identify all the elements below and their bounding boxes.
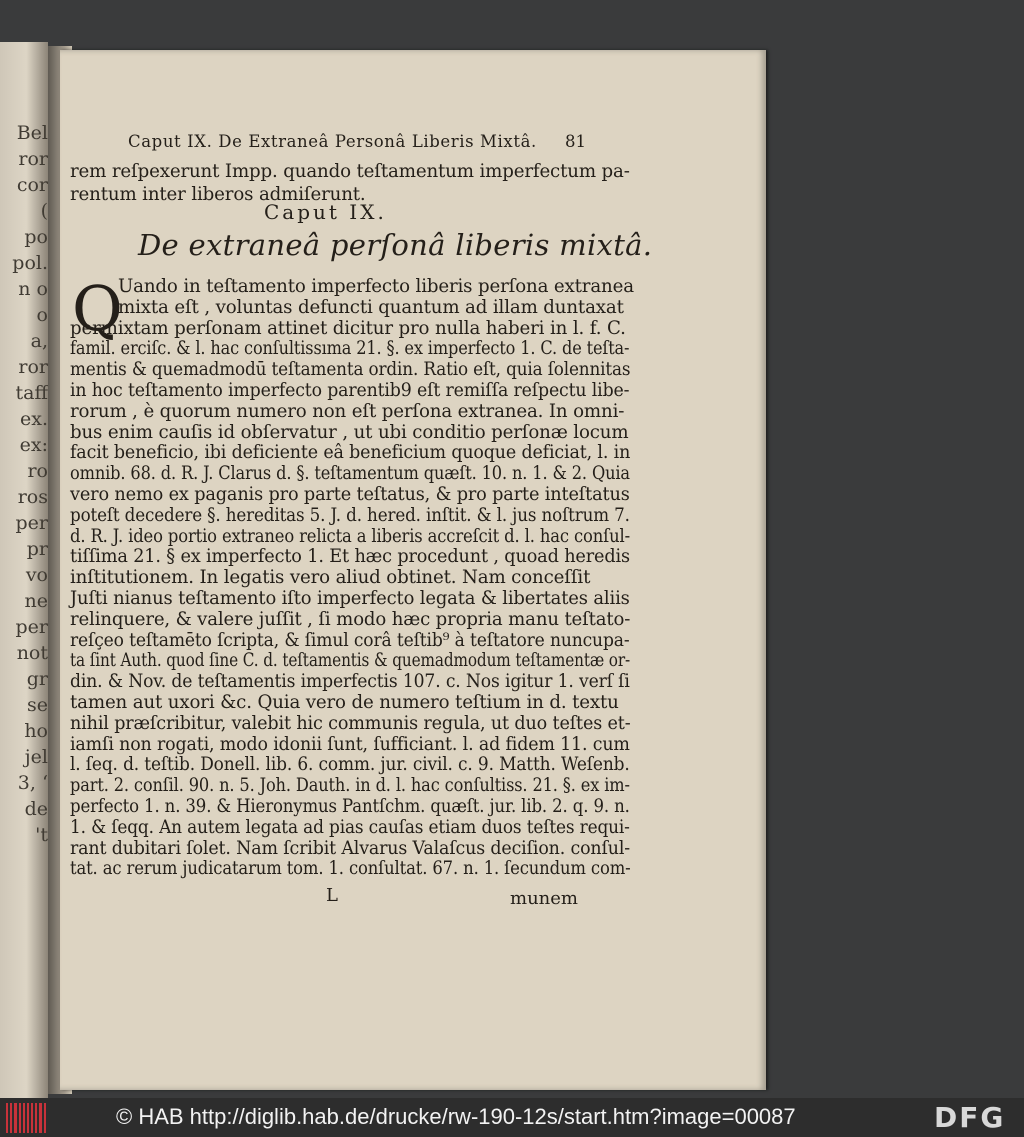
text-line: iamſi non rogati, modo idonii ſunt, ſufficiant. l. ad fidem 11. cum — [70, 733, 630, 755]
left-page-fragment: ex: — [19, 434, 48, 456]
text-line: l. ſeq. d. teſtib. Donell. lib. 6. comm. jur. civil. c. 9. Matth. Weſenb. — [70, 754, 630, 776]
left-page-fragment: o — [36, 304, 48, 326]
left-page-fragment: ne — [24, 590, 48, 612]
left-page-fragment: per — [15, 616, 48, 638]
left-page-fragment: 't — [35, 824, 48, 846]
text-line: inſtitutionem. In legatis vero aliud obtinet. Nam conceſſit — [70, 567, 591, 589]
left-page-fragment: ex. — [20, 408, 48, 430]
text-line: mentis & quemadmodū teſtamenta ordin. Ratio eſt, quia ſolennitas — [70, 359, 631, 381]
left-page-fragment: jel — [24, 746, 48, 768]
text-line: omnib. 68. d. R. J. Clarus d. §. teſtamentum quæſt. 10. n. 1. & 2. Quia — [70, 463, 630, 485]
chapter-heading: Caput IX. — [264, 200, 387, 224]
left-page-fragment: gr — [26, 668, 48, 690]
left-page-fragment: Bel — [16, 122, 48, 144]
dfg-logo: DFG — [934, 1101, 1006, 1134]
catchword: munem — [510, 888, 578, 909]
text-line: famil. erciſc. & l. hac conſultissıma 21. §. ex imperfecto 1. C. de teſta- — [70, 338, 630, 360]
text-line: relinquere, & valere juſſit , ſi modo hæc propria manu teſtato- — [70, 608, 631, 630]
text-line: Juſti nianus teſtamento iſto imperfecto legata & libertates aliis — [70, 588, 630, 609]
copyright-url[interactable]: © HAB http://diglib.hab.de/drucke/rw-190-12s/start.htm?image=00087 — [116, 1104, 796, 1129]
text-line: Uando in teſtamento imperfecto liberis perſona extranea — [118, 276, 634, 297]
left-page-fragment: de — [24, 798, 48, 820]
text-line: rentum inter liberos admiſerunt. — [70, 184, 366, 205]
text-line: tiſſima 21. § ex imperfecto 1. Et hæc procedunt , quoad heredis — [70, 546, 630, 568]
text-line: mixta eſt , voluntas defuncti quantum ad illam duntaxat — [118, 296, 624, 318]
text-line: rorum , è quorum numero non eſt perſona extranea. In omni- — [70, 400, 625, 422]
left-page-fragment: se — [27, 694, 48, 716]
left-page-fragment: pol. — [12, 252, 48, 274]
text-line: tat. ac rerum judicatarum tom. 1. conſultat. 67. n. 1. ſecundum com- — [70, 858, 631, 880]
left-page-fragment: ( — [40, 200, 48, 222]
text-line: facit beneficio, ibi deficiente eâ beneficium quoque deficiat, l. in — [70, 442, 631, 464]
left-page-edge — [0, 42, 48, 1098]
left-page-fragment: pr — [26, 538, 48, 560]
page-number: 81 — [565, 132, 586, 151]
text-line: nihil præſcribitur, valebit hic communis regula, ut duo teſtes et- — [70, 712, 631, 734]
left-page-fragment: ho — [24, 720, 48, 742]
left-page-fragment: ros — [17, 486, 48, 508]
left-page-fragment: per — [15, 512, 48, 534]
left-page-fragment: n o — [18, 278, 48, 300]
chapter-title: De extraneâ perſonâ liberis mixtâ. — [138, 228, 653, 262]
text-line: tamen aut uxori &c. Quia vero de numero teſtium in d. textu — [70, 692, 619, 713]
signature-mark: L — [326, 885, 338, 906]
left-page-fragment: po — [24, 226, 48, 248]
left-page-fragment: vo — [25, 564, 48, 586]
left-page-fragment: ro — [27, 460, 48, 482]
barcode-icon — [6, 1103, 46, 1133]
left-page-fragment: taff — [15, 382, 48, 404]
text-line: vero nemo ex paganis pro parte teſtatus, & pro parte inteſtatus — [70, 484, 630, 505]
text-line: d. R. J. ideo portio extraneo relicta a liberis accreſcit d. l. hac conſul- — [70, 525, 630, 547]
text-line: perfecto 1. n. 39. & Hieronymus Pantſchm. quæſt. jur. lib. 2. q. 9. n. — [70, 796, 630, 817]
left-page-fragment: not — [16, 642, 48, 664]
book-page — [60, 50, 766, 1090]
left-page-fragment: a, — [30, 330, 48, 352]
drop-capital: Q — [72, 272, 123, 345]
text-line: in hoc teſtamento imperfecto parentib9 eſt remiſſa reſpectu libe- — [70, 380, 630, 401]
viewer-footer — [0, 1098, 1024, 1137]
text-line: ta ſint Auth. quod ſine C. d. teſtamentis & quemadmodum teſtamentæ or- — [70, 650, 631, 672]
left-page-fragment: 3, ‘ — [17, 772, 48, 794]
text-line: reſçeo teſtamēto ſcripta, & ſimul corâ teſtib⁹ à teſtatore nuncupa- — [70, 629, 630, 651]
text-line: rant dubitari ſolet. Nam ſcribit Alvarus Valaſcus deciſion. conſul- — [70, 837, 631, 859]
running-header: Caput IX. De Extraneâ Personâ Liberis Mixtâ. — [128, 132, 537, 151]
text-line: bus enim cauſis id obſervatur , ut ubi conditio perſonæ locum — [70, 421, 629, 443]
left-page-fragment: ror — [18, 148, 48, 170]
text-line: poteſt decedere §. hereditas 5. J. d. hered. inſtit. & l. jus noſtrum 7. — [70, 504, 630, 526]
text-line: permixtam perſonam attinet dicitur pro nulla haberi in l. f. C. — [70, 317, 626, 339]
left-page-fragment: cor — [16, 174, 48, 196]
text-line: 1. & ſeqq. An autem legata ad pias cauſas etiam duos teſtes requi- — [70, 816, 630, 838]
text-line: din. & Nov. de teſtamentis imperfectis 107. c. Nos igitur 1. verſ ſi — [70, 671, 630, 693]
text-line: part. 2. conſil. 90. n. 5. Joh. Dauth. in d. l. hac conſultiss. 21. §. ex im- — [70, 775, 630, 797]
left-page-fragment: ror — [18, 356, 48, 378]
text-line: rem reſpexerunt Impp. quando teſtamentum imperfectum pa- — [70, 161, 630, 182]
